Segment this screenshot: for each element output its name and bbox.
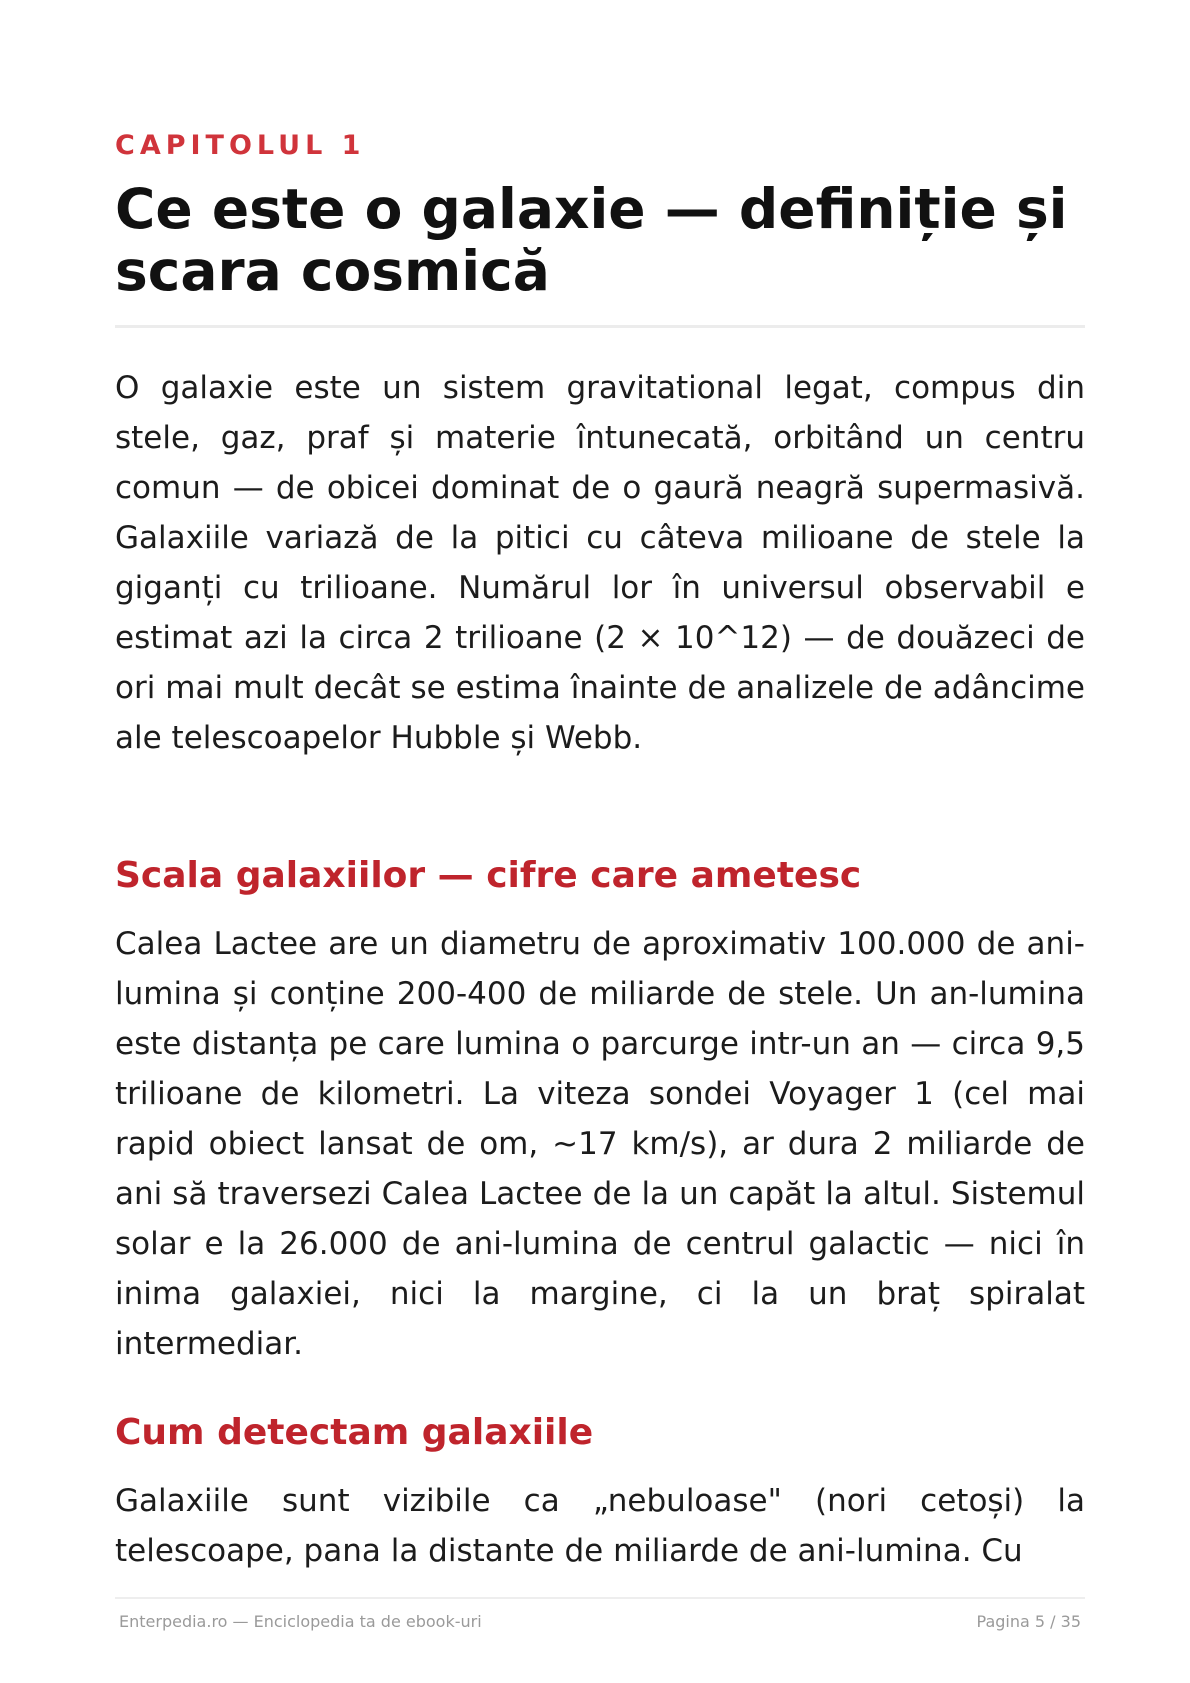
scale-paragraph: Calea Lactee are un diametru de aproximativ 100.000 de ani-lumina și conține 200-400 de miliarde de stele. Un an-lumina este distanța pe care lumina o parcurge intr-un an — circa 9,5 trilioane de kilometri. La viteza sondei Voyager 1 (cel mai rapid obiect lansat de om, ~17 km/s), ar dura 2 miliarde de ani să traversezi Calea Lactee de la un capăt la altul. Sistemul solar e la 26.000 de ani-lumina de centrul galactic — nici în inima galaxiei, nici la margine, ci la un braț spiralat intermediar. xyxy=(115,926,1085,1362)
intro-paragraph: O galaxie este un sistem gravitational legat, compus din stele, gaz, praf și materie întunecată, orbitând un centru comun — de obicei dominat de o gaură neagră supermasivă. Galaxiile variază de la pitici cu câteva milioane de stele la giganți cu trilioane. Numărul lor în universul observabil e estimat azi la circa 2 trilioane (2 × 10^12) — de douăzeci de ori mai mult decât se estima înainte de analizele de adâncime ale telescoapelor Hubble și Webb. xyxy=(115,370,1085,756)
document-page xyxy=(115,0,1085,1683)
chapter-title: Ce este o galaxie — definiție și scara cosmică xyxy=(115,177,1068,303)
footer-site: Enterpedia.ro — Enciclopedia ta de ebook-uri xyxy=(119,1612,482,1631)
footer-page-number: Pagina 5 / 35 xyxy=(976,1612,1081,1631)
detection-paragraph: Galaxiile sunt vizibile ca „nebuloase" (nori cetoși) la telescoape, pana la distante de miliarde de ani-lumina. Cu xyxy=(115,1483,1085,1569)
section-heading-scale: Scala galaxiilor — cifre care ametesc xyxy=(115,855,862,896)
section-heading-detection: Cum detectam galaxiile xyxy=(115,1412,594,1453)
footer-divider xyxy=(115,1597,1085,1599)
title-divider xyxy=(115,325,1085,328)
chapter-label: CAPITOLUL 1 xyxy=(115,130,366,161)
